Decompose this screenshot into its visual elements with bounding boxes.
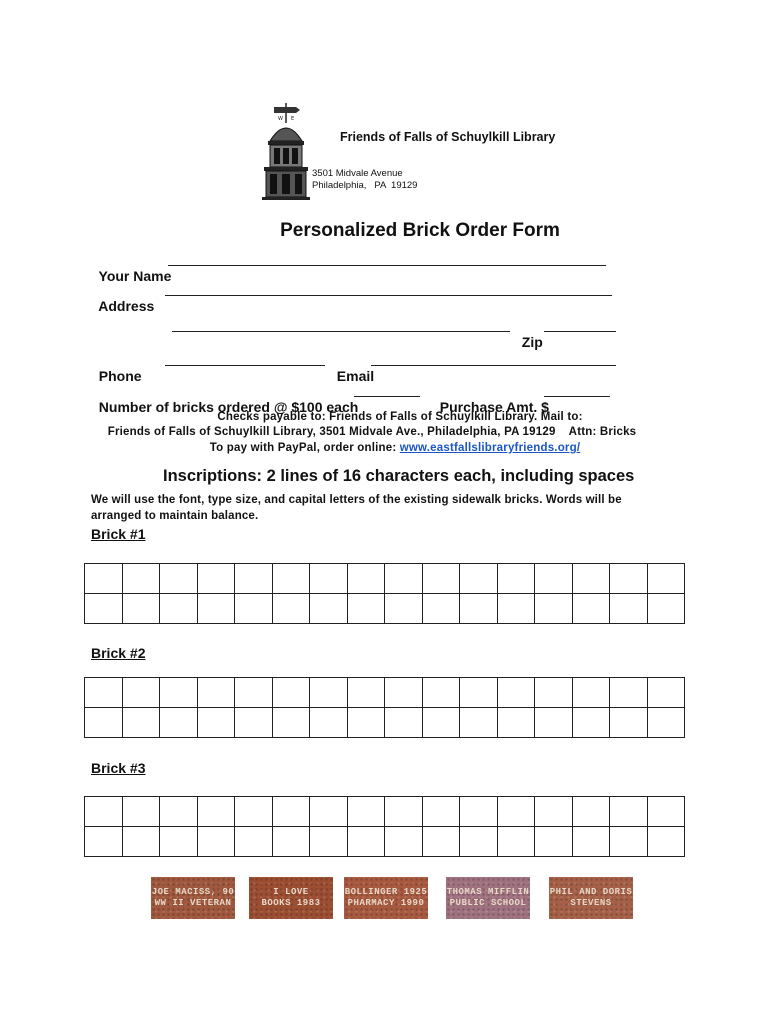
character-box[interactable]: [497, 708, 535, 738]
character-box[interactable]: [647, 564, 685, 594]
sample-brick-4-line2: PUBLIC SCHOOL: [449, 898, 527, 908]
character-box[interactable]: [385, 594, 423, 624]
character-box[interactable]: [385, 797, 423, 827]
character-box[interactable]: [235, 797, 273, 827]
character-box[interactable]: [122, 827, 160, 857]
character-box[interactable]: [197, 564, 235, 594]
sample-brick-2-line1: I LOVE: [273, 887, 309, 897]
phone-label: Phone: [98, 368, 142, 384]
inscription-line: [85, 564, 685, 594]
character-box[interactable]: [647, 678, 685, 708]
character-box[interactable]: [235, 564, 273, 594]
character-box[interactable]: [347, 564, 385, 594]
character-box[interactable]: [122, 678, 160, 708]
character-box[interactable]: [460, 708, 498, 738]
character-box[interactable]: [85, 708, 123, 738]
your-name-label: Your Name: [98, 268, 172, 284]
character-box[interactable]: [347, 594, 385, 624]
address-field-line1[interactable]: [165, 295, 612, 296]
character-box[interactable]: [160, 797, 198, 827]
character-box[interactable]: [235, 708, 273, 738]
sample-brick-3-line2: PHARMACY 1990: [347, 898, 425, 908]
email-label: Email: [336, 368, 375, 384]
sample-brick-4-line1: THOMAS MIFFLIN: [446, 887, 530, 897]
character-box[interactable]: [535, 827, 573, 857]
character-box[interactable]: [422, 594, 460, 624]
zip-label: Zip: [521, 334, 543, 350]
character-box[interactable]: [272, 564, 310, 594]
inscription-line: [85, 708, 685, 738]
brick-3-label: Brick #3: [91, 760, 146, 776]
character-box[interactable]: [610, 797, 648, 827]
paypal-text: To pay with PayPal, order online:: [209, 442, 400, 454]
your-name-field[interactable]: [168, 265, 606, 266]
character-box[interactable]: [272, 678, 310, 708]
sample-brick-2-line2: BOOKS 1983: [261, 898, 321, 908]
character-box[interactable]: [647, 708, 685, 738]
character-box[interactable]: [160, 564, 198, 594]
character-box[interactable]: [160, 827, 198, 857]
character-box[interactable]: [385, 678, 423, 708]
bricks-ordered-label: Number of bricks ordered @ $100 each: [98, 399, 359, 415]
payment-line2: Friends of Falls of Schuylkill Library, 3501 Midvale Ave., Philadelphia, PA 19129 Attn: Bricks: [107, 426, 637, 438]
character-box[interactable]: [385, 708, 423, 738]
character-box[interactable]: [572, 708, 610, 738]
character-box[interactable]: [160, 678, 198, 708]
character-box[interactable]: [422, 564, 460, 594]
character-box[interactable]: [310, 827, 348, 857]
character-box[interactable]: [572, 564, 610, 594]
character-box[interactable]: [85, 827, 123, 857]
character-box[interactable]: [422, 797, 460, 827]
org-name: Friends of Falls of Schuylkill Library: [340, 130, 556, 144]
character-box[interactable]: [460, 827, 498, 857]
character-box[interactable]: [572, 678, 610, 708]
character-box[interactable]: [310, 594, 348, 624]
character-box[interactable]: [347, 708, 385, 738]
character-box[interactable]: [122, 594, 160, 624]
form-title: Personalized Brick Order Form: [280, 220, 560, 241]
character-box[interactable]: [122, 708, 160, 738]
character-box[interactable]: [460, 564, 498, 594]
letterhead: [232, 97, 610, 217]
character-box[interactable]: [535, 594, 573, 624]
inscriptions-heading: Inscriptions: 2 lines of 16 characters each, including spaces: [163, 467, 635, 485]
character-box[interactable]: [85, 594, 123, 624]
character-box[interactable]: [310, 708, 348, 738]
character-box[interactable]: [272, 594, 310, 624]
character-box[interactable]: [347, 827, 385, 857]
brick-3-grid[interactable]: [84, 796, 685, 857]
character-box[interactable]: [572, 827, 610, 857]
paypal-order-link[interactable]: www.eastfallslibraryfriends.org/: [399, 442, 581, 454]
character-box[interactable]: [572, 594, 610, 624]
character-box[interactable]: [310, 678, 348, 708]
character-box[interactable]: [610, 594, 648, 624]
character-box[interactable]: [272, 708, 310, 738]
inscription-line: [85, 594, 685, 624]
character-box[interactable]: [535, 564, 573, 594]
brick-1-grid[interactable]: [84, 563, 685, 624]
sample-brick-4: [446, 877, 530, 919]
character-box[interactable]: [385, 827, 423, 857]
character-box[interactable]: [497, 678, 535, 708]
purchase-amount-field[interactable]: [544, 396, 610, 397]
phone-field[interactable]: [165, 365, 325, 366]
library-cupola-building-icon: [254, 103, 318, 201]
sample-brick-5-line1: PHIL AND DORIS: [549, 887, 633, 897]
character-box[interactable]: [310, 797, 348, 827]
sample-brick-5-line2: STEVENS: [570, 898, 612, 908]
character-box[interactable]: [385, 564, 423, 594]
sample-brick-1-line2: WW II VETERAN: [154, 898, 232, 908]
character-box[interactable]: [497, 797, 535, 827]
character-box[interactable]: [347, 678, 385, 708]
character-box[interactable]: [197, 797, 235, 827]
character-box[interactable]: [235, 827, 273, 857]
character-box[interactable]: [610, 827, 648, 857]
character-box[interactable]: [85, 797, 123, 827]
inscription-line: [85, 797, 685, 827]
address-field-line2[interactable]: [172, 331, 510, 332]
sample-brick-1: [151, 877, 235, 919]
character-box[interactable]: [535, 708, 573, 738]
inscriptions-note-line1: We will use the font, type size, and capital letters of the existing sidewalk bricks. Words will be: [91, 494, 622, 506]
character-box[interactable]: [347, 797, 385, 827]
character-box[interactable]: [160, 708, 198, 738]
character-box[interactable]: [572, 797, 610, 827]
character-box[interactable]: [197, 708, 235, 738]
character-box[interactable]: [610, 564, 648, 594]
character-box[interactable]: [160, 594, 198, 624]
character-box[interactable]: [610, 708, 648, 738]
sample-brick-3: [344, 877, 428, 919]
character-box[interactable]: [460, 797, 498, 827]
character-box[interactable]: [422, 827, 460, 857]
character-box[interactable]: [122, 797, 160, 827]
address-label: Address: [98, 298, 155, 314]
character-box[interactable]: [272, 797, 310, 827]
character-box[interactable]: [197, 827, 235, 857]
org-address-line2: Philadelphia, PA 19129: [312, 180, 418, 191]
bricks-ordered-field[interactable]: [354, 396, 420, 397]
email-field[interactable]: [371, 365, 616, 366]
svg-text:E: E: [291, 116, 295, 122]
character-box[interactable]: [422, 708, 460, 738]
character-box[interactable]: [647, 594, 685, 624]
character-box[interactable]: [610, 678, 648, 708]
sample-brick-2: [249, 877, 333, 919]
brick-1-label: Brick #1: [91, 526, 146, 542]
sample-brick-1-line1: JOE MACISS, 90: [151, 887, 235, 897]
org-address-line1: 3501 Midvale Avenue: [312, 168, 403, 179]
character-box[interactable]: [460, 594, 498, 624]
character-box[interactable]: [535, 678, 573, 708]
character-box[interactable]: [85, 564, 123, 594]
character-box[interactable]: [85, 678, 123, 708]
character-box[interactable]: [647, 797, 685, 827]
character-box[interactable]: [122, 564, 160, 594]
zip-field[interactable]: [544, 331, 616, 332]
purchase-amount-label: Purchase Amt. $: [439, 399, 549, 415]
sample-brick-5: [549, 877, 633, 919]
character-box[interactable]: [497, 827, 535, 857]
character-box[interactable]: [460, 678, 498, 708]
svg-text:W: W: [278, 116, 283, 122]
inscription-line: [85, 827, 685, 857]
character-box[interactable]: [197, 594, 235, 624]
character-box[interactable]: [235, 594, 273, 624]
brick-2-label: Brick #2: [91, 645, 146, 661]
sample-brick-3-line1: BOLLINGER 1925: [344, 887, 428, 897]
character-box[interactable]: [422, 678, 460, 708]
character-box[interactable]: [235, 678, 273, 708]
inscriptions-note-line2: arranged to maintain balance.: [91, 510, 259, 522]
inscription-line: [85, 678, 685, 708]
payment-line1: Checks payable to: Friends of Falls of Schuylkill Library. Mail to:: [217, 411, 583, 423]
character-box[interactable]: [197, 678, 235, 708]
character-box[interactable]: [497, 564, 535, 594]
brick-2-grid[interactable]: [84, 677, 685, 738]
character-box[interactable]: [535, 797, 573, 827]
character-box[interactable]: [272, 827, 310, 857]
character-box[interactable]: [497, 594, 535, 624]
character-box[interactable]: [310, 564, 348, 594]
character-box[interactable]: [647, 827, 685, 857]
